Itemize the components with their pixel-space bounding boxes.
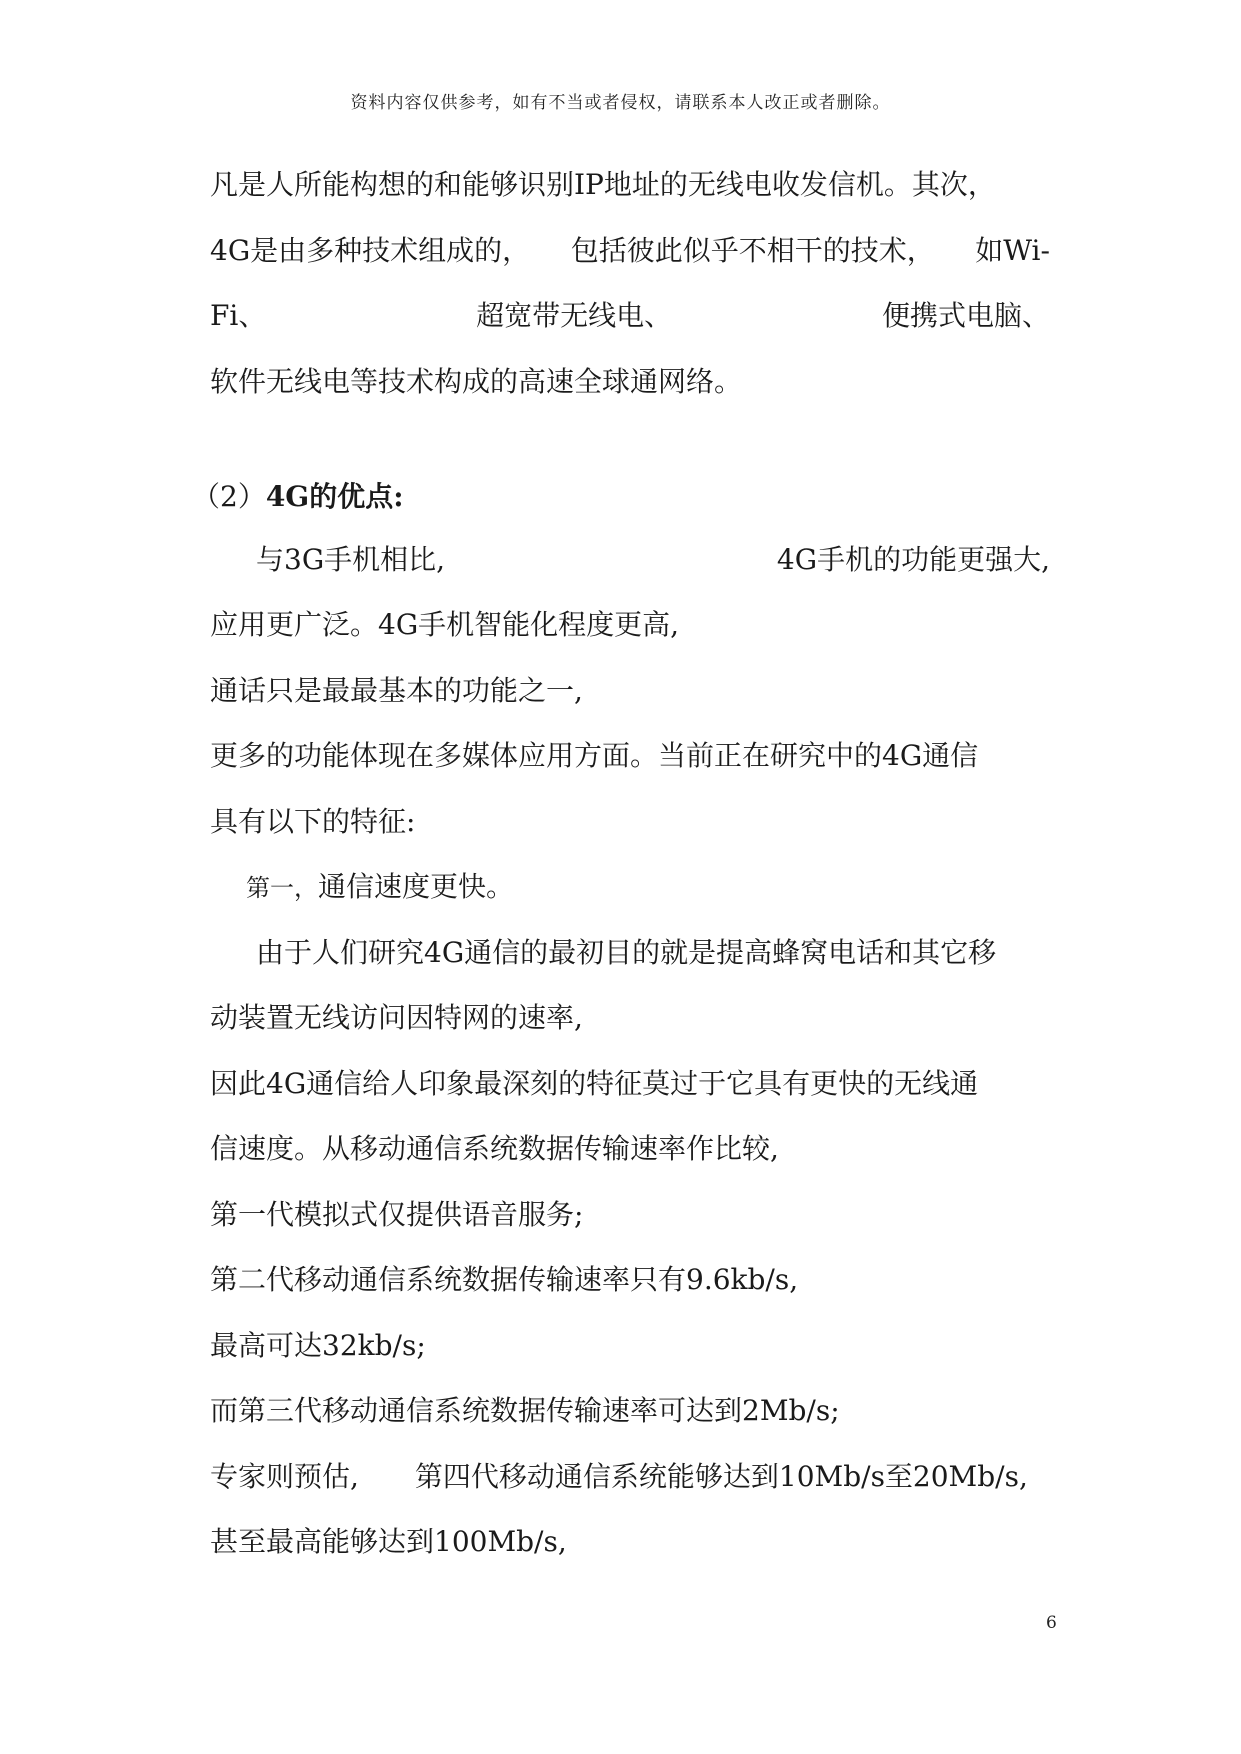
text-line: 甚至最高能够达到100Mb/s, [210,1525,567,1558]
text-line: 第一代模拟式仅提供语音服务; [210,1198,584,1231]
text-segment: 如Wi- [975,234,1050,267]
text-segment: 与3G手机相比, [256,543,446,576]
text-line: 最高可达32kb/s; [210,1329,426,1362]
text-line: 信速度。从移动通信系统数据传输速率作比较, [210,1132,779,1165]
text-line [210,234,1050,268]
text-line [256,543,1050,577]
text-line: 因此4G通信给人印象最深刻的特征莫过于它具有更快的无线通 [210,1067,979,1100]
text-line: 凡是人所能构想的和能够识别IP地址的无线电收发信机。其次， [210,168,996,201]
text-line: 而第三代移动通信系统数据传输速率可达到2Mb/s; [210,1394,840,1427]
text-segment: Fi、 [210,299,267,332]
text-line [210,299,1050,333]
text-line: 应用更广泛。4G手机智能化程度更高, [210,608,680,641]
text-line: 通话只是最最基本的功能之一, [210,674,583,707]
text-segment: 包括彼此似乎不相干的技术， [570,234,935,267]
text-line: 动装置无线访问因特网的速率, [210,1001,583,1034]
text-line: 由于人们研究4G通信的最初目的就是提高蜂窝电话和其它移 [256,936,997,969]
text-segment: 专家则预估, [210,1460,359,1493]
text-segment: 超宽带无线电、 [476,299,673,332]
page-header: 资料内容仅供参考，如有不当或者侵权，请联系本人改正或者删除。 [350,93,891,113]
text-line: 更多的功能体现在多媒体应用方面。当前正在研究中的4G通信 [210,739,979,772]
text-segment: 4G是由多种技术组成的， [210,234,531,267]
section-heading [192,480,404,514]
text-segment: 4G手机的功能更强大, [776,543,1050,576]
page-number: 6 [1046,1613,1057,1633]
section-title: 4G的优点: [265,480,404,513]
text-line: 具有以下的特征: [210,805,416,838]
text-line [210,1460,1028,1494]
text-segment: 第四代移动通信系统能够达到10Mb/s至20Mb/s, [414,1460,1028,1493]
section-number: （2） [192,480,266,513]
text-line: 第二代移动通信系统数据传输速率只有9.6kb/s, [210,1263,799,1296]
text-line: 软件无线电等技术构成的高速全球通网络。 [210,365,743,398]
feature-text: 通信速度更快。 [318,870,515,903]
text-segment: 便携式电脑、 [881,299,1050,332]
feature-prefix: 第一， [246,874,318,902]
feature-heading [246,870,514,905]
